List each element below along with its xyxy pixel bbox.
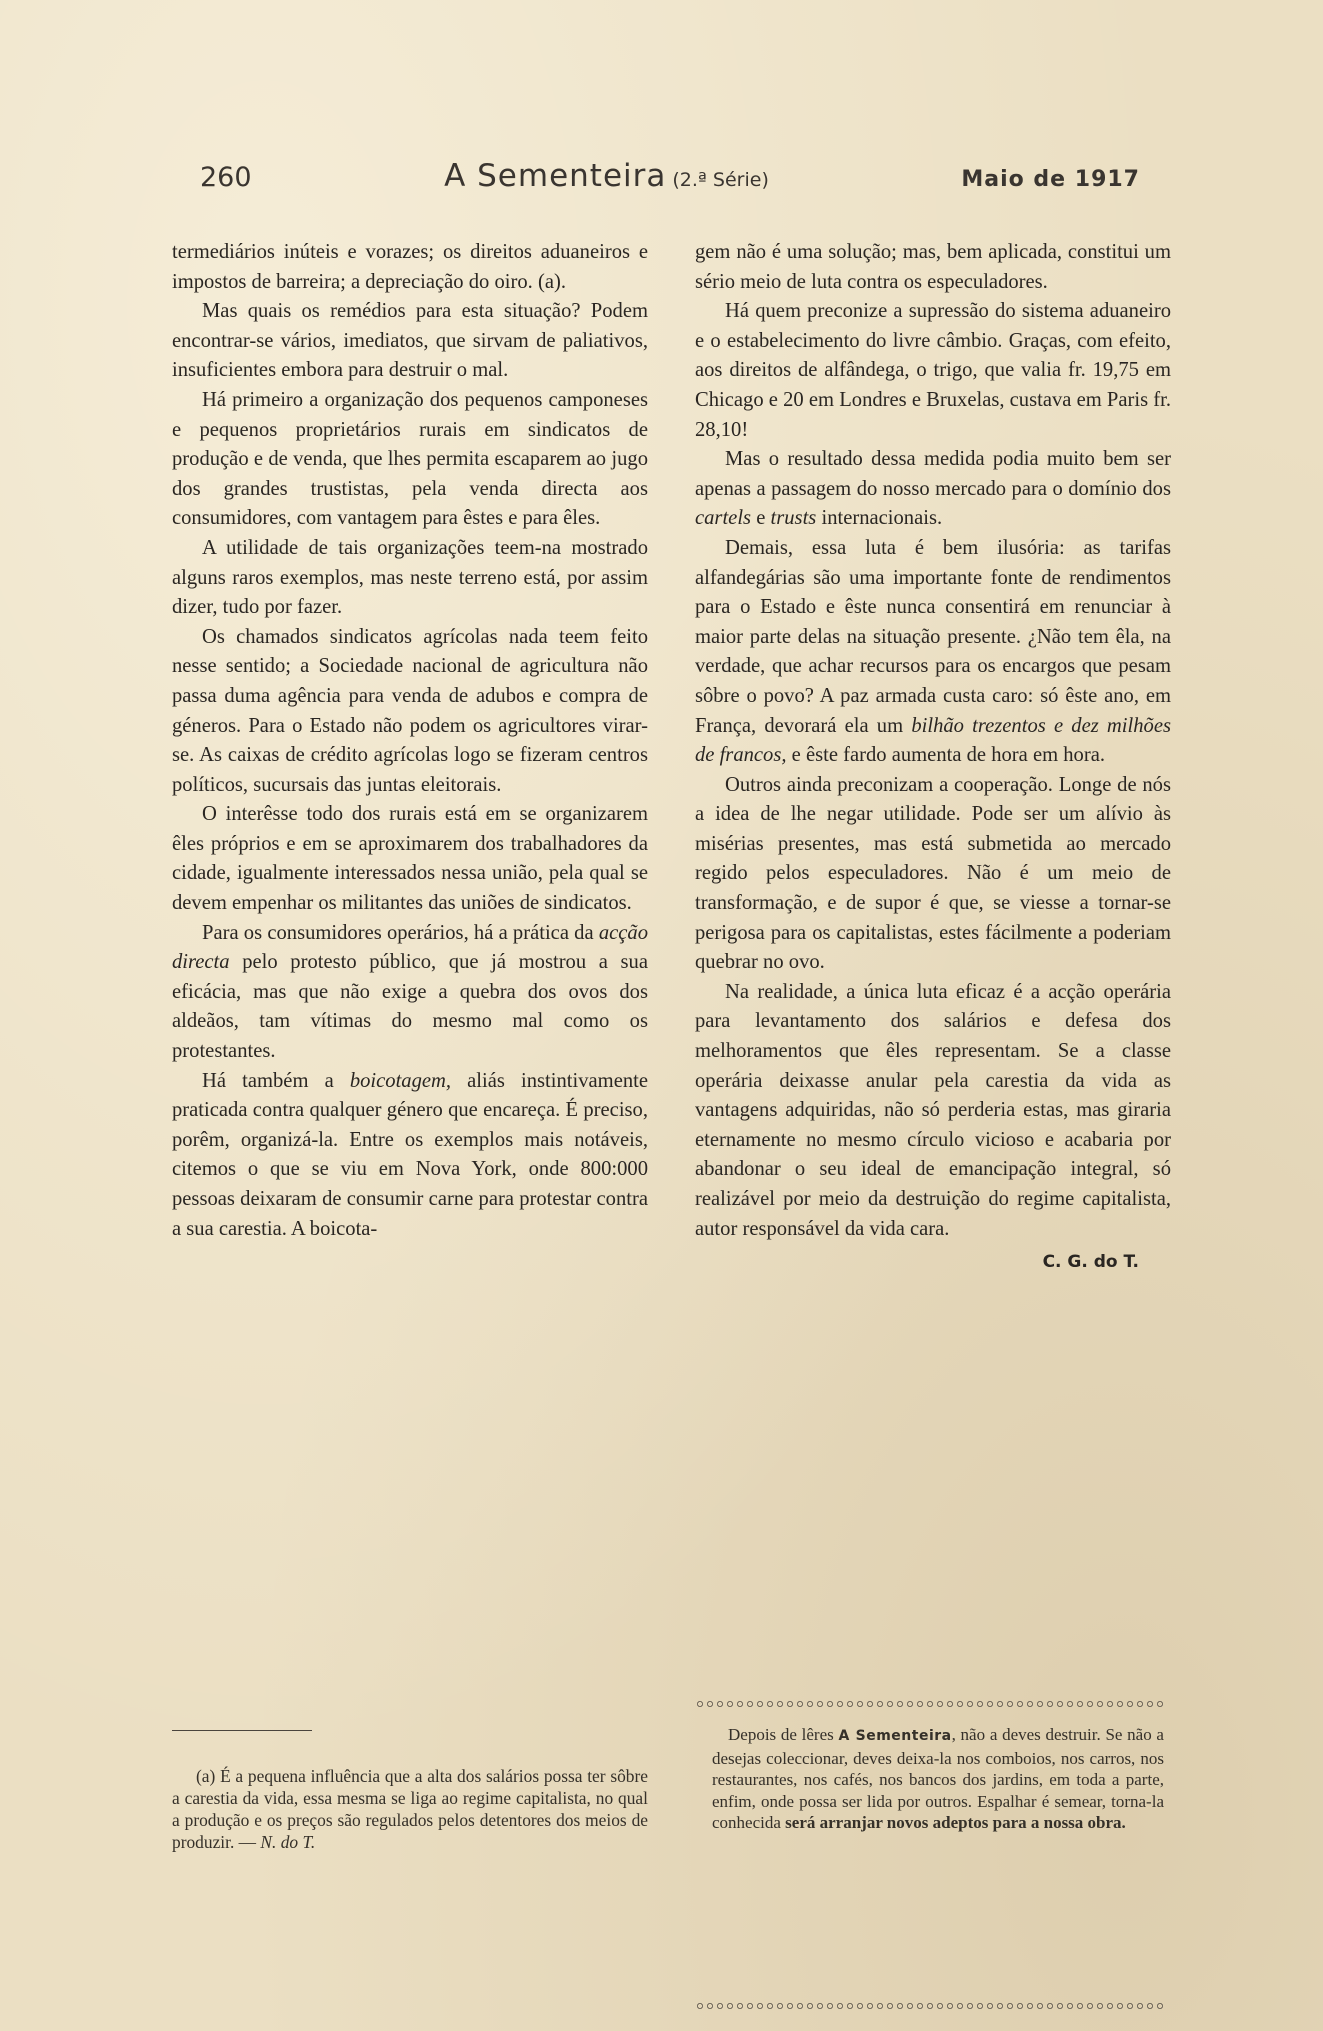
right-column: [695, 238, 1171, 1278]
notice-text: Depois de lêres: [728, 1725, 834, 1744]
paragraph: Na realidade, a única luta eficaz é a acção operária para levantamento dos salários e defesa dos melhoramentos que êles representam. Se a classe operária deixasse anular pela carestia da vida as vantagens adquiridas, não só perderia estas, mas giraria eternamente no mesmo círculo vicioso e acabaria por abandonar o seu ideal de emancipação integral, só realizável por meio da destruição do regime capitalista, autor responsável da vida cara.: [695, 980, 1171, 1240]
author-signature: C. G. do T.: [1042, 1252, 1139, 1273]
paragraph: [172, 238, 648, 297]
paragraph-text: e êste fardo aumenta de hora em hora.: [791, 744, 1106, 767]
paragraph-text: internacionais.: [821, 507, 943, 530]
emphasis-text: trusts: [770, 507, 817, 530]
title-group: [444, 158, 769, 194]
paragraph-text: e: [756, 507, 766, 530]
paragraph-text: Há também a: [202, 1069, 334, 1092]
paragraph: O interêsse todo dos rurais está em se organizarem êles próprios e em se aproximarem dos trabalhadores da cidade, igualmente interessados nessa união, pela qual se devem empenhar os militantes das uniões de sindicatos.: [172, 803, 648, 915]
page-number: 260: [200, 162, 252, 193]
paragraph: gem não é uma solução; mas, bem aplicada, constitui um sério meio de luta contra os especuladores.: [695, 241, 1171, 293]
footnote-marker: (a): [196, 1766, 216, 1786]
paragraph: [172, 919, 648, 1067]
ornamental-border-bottom: [695, 2002, 1165, 2010]
paragraph: Há primeiro a organização dos pequenos camponeses e pequenos proprietários rurais em sindicatos de produção e de venda, que lhes permita escaparem ao jugo dos grandes trustistas, pela venda directa aos consumidores, com vantagem para êstes e para êles.: [172, 388, 648, 530]
paragraph: Outros ainda preconizam a cooperação. Longe de nós a idea de lhe negar utilidade. Pode ser um alívio às misérias presentes, mas está submetida ao mercado regido pelos especuladores. Não é um meio de transformação, e de supor é que, se viesse a tornar-se perigosa para os capitalistas, estes fácilmente a poderiam quebrar no ovo.: [695, 773, 1171, 974]
paragraph: A utilidade de tais organizações teem-na mostrado alguns raros exemplos, mas neste terreno está, por assim dizer, tudo por fazer.: [172, 536, 648, 619]
emphasis-text: acção directa: [172, 921, 648, 974]
paragraph-text: pelo protesto público, que já mostrou a sua eficácia, mas que não exige a quebra dos ovos dos aldeãos, tam vítimas do mesmo mal como os protestantes.: [172, 951, 648, 1063]
journal-title: A Sementeira: [444, 158, 667, 194]
paragraph-text: Demais, essa luta é bem ilusória: as tarifas alfandegárias são uma importante fonte de rendimentos para o Estado e êste nunca consentirá em renunciar à maior parte delas na situação presente. ¿Não tem êla, na verdade, que achar recursos para os encargos que pesam sôbre o povo? A paz armada custa caro: só êste ano, em França, devorará ela um: [695, 536, 1171, 737]
emphasis-text: boicotagem,: [349, 1069, 452, 1092]
emphasis-text: bilhão trezentos e dez milhões de francos,: [695, 714, 1171, 767]
paragraph: [172, 1067, 648, 1245]
paragraph: Há quem preconize a supressão do sistema aduaneiro e o estabelecimento do livre câmbio. Graças, com efeito, aos direitos de alfândega, o trigo, que valia fr. 19,75 em Chicago e 20 em Londres e Bruxelas, custava em Paris fr. 28,10!: [695, 300, 1171, 441]
ornamental-border-top: [695, 1700, 1165, 1708]
emphasis-text: cartels: [695, 507, 752, 530]
paragraph: Mas quais os remédios para esta situação? Podem encontrar-se vários, imediatos, que sirvam de paliativos, insuficientes embora para destruir o mal.: [172, 300, 648, 382]
footnote-text: É a pequena influência que a alta dos salários possa ter sôbre a carestia da vida, essa mesma se liga ao regime capitalista, no qual a produção e os preços são regulados pelos detentores dos meios de produzir. —: [172, 1766, 648, 1852]
footnote-paragraph: [172, 1765, 648, 1853]
issue-date: Maio de 1917: [961, 167, 1140, 192]
left-column: [172, 238, 648, 1244]
page-header: [200, 158, 1140, 208]
paragraph-text: termediários inúteis e vorazes; os direitos aduaneiros e impostos de barreira; a depreciação do oiro.: [172, 241, 648, 293]
paragraph-text: aliás instintivamente praticada contra qualquer género que encareça. É preciso, porêm, organizá-la. Entre os exemplos mais notáveis, citemos o que se viu em Nova York, onde 800:000 pessoas deixaram de consumir carne para protestar contra a sua carestia. A boicota-: [172, 1069, 648, 1240]
paragraph: Os chamados sindicatos agrícolas nada teem feito nesse sentido; a Sociedade nacional de agricultura não passa duma agência para venda de adubos e compra de géneros. Para o Estado não podem os agricultores virar-se. As caixas de crédito agrícolas logo se fizeram centros políticos, sucursais das juntas eleitorais.: [172, 625, 648, 796]
notice-brand: A Sementeira: [838, 1728, 952, 1744]
footnote-reference: (a).: [537, 270, 566, 293]
series-label: (2.ª Série): [672, 169, 769, 191]
notice-closing: será arranjar novos adeptos para a nossa obra.: [785, 1813, 1126, 1832]
paragraph-text: Mas o resultado dessa medida podia muito bem ser apenas a passagem do nosso mercado para o domínio dos: [695, 448, 1171, 500]
paragraph: [695, 445, 1171, 534]
notice-paragraph: [712, 1724, 1164, 1834]
footnote: [172, 1765, 648, 1853]
notice-text: , não a deves destruir. Se não a desejas coleccionar, deves deixa-la nos comboios, nos carros, nos restaurantes, nos cafés, nos bancos dos jardins, em toda a parte, enfim, onde possa ser lida por outros. Espalhar é semear, torna-la conhecida: [712, 1725, 1164, 1832]
paragraph: [695, 534, 1171, 771]
footnote-attribution: N. do T.: [260, 1832, 316, 1852]
reader-notice: [712, 1724, 1164, 1834]
paragraph-text: Para os consumidores operários, há a prática da: [202, 921, 594, 944]
footnote-divider: [172, 1730, 312, 1731]
